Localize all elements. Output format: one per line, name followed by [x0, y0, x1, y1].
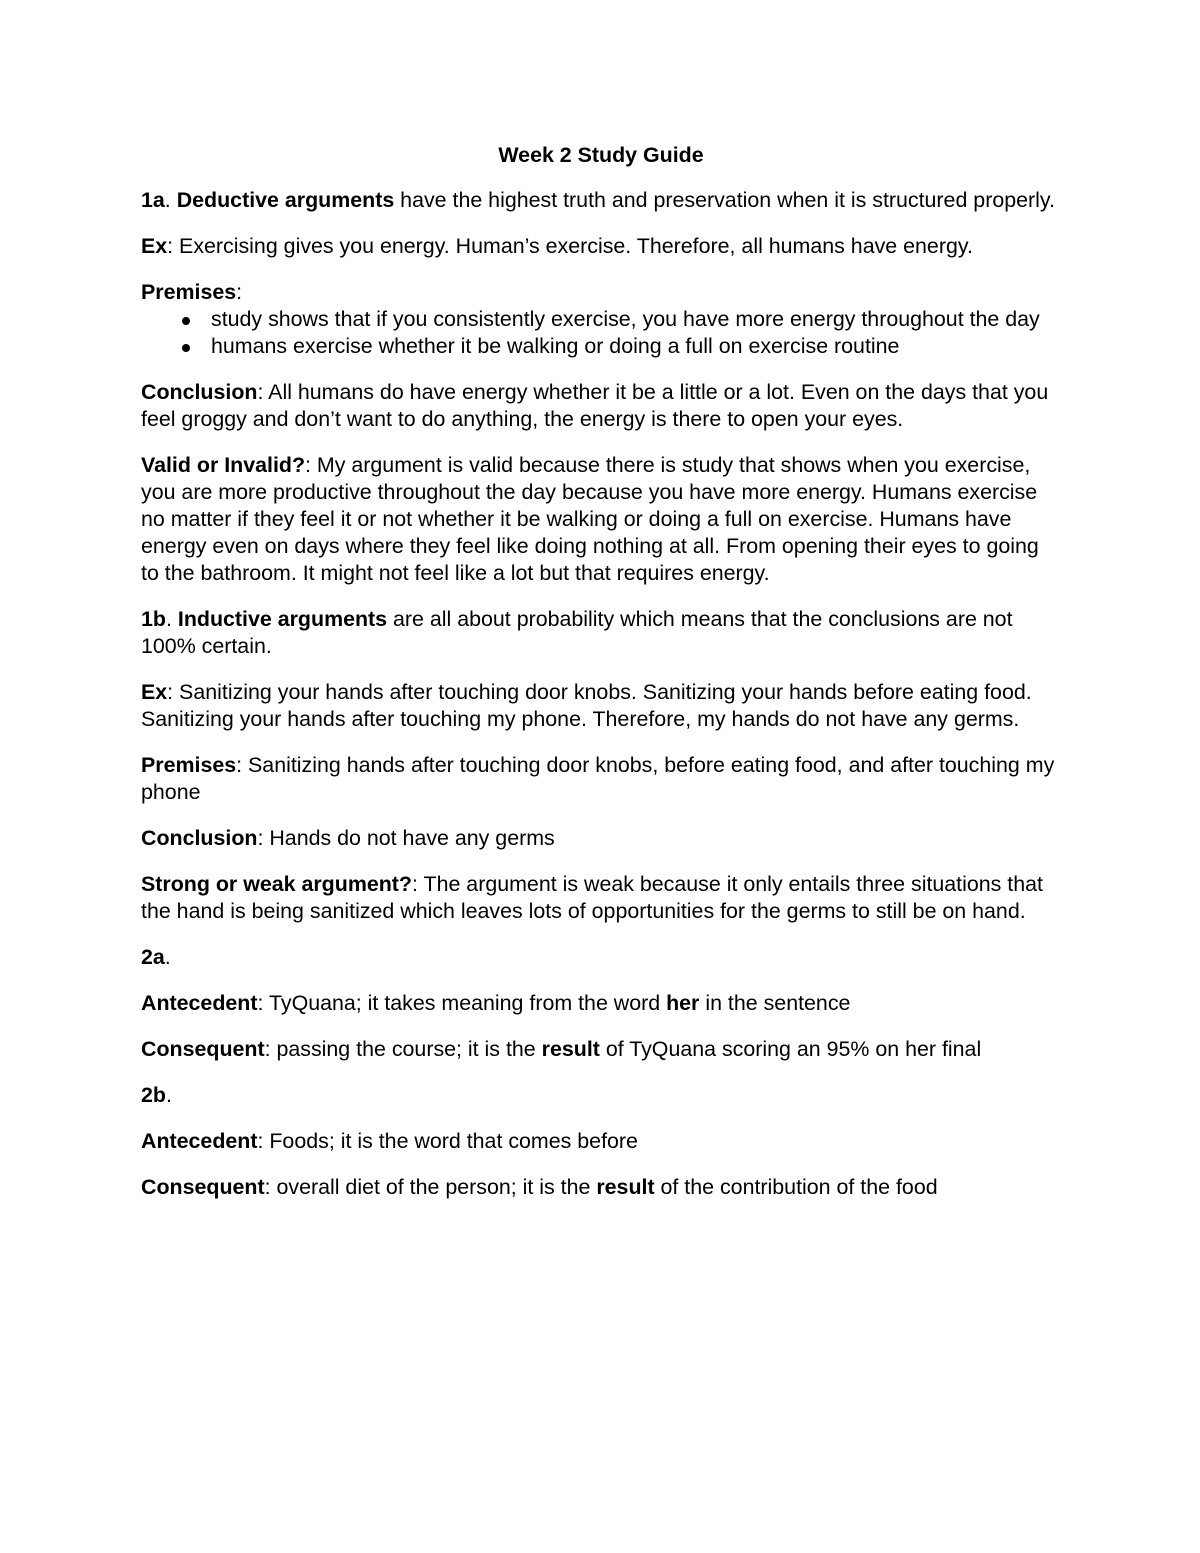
list-item	[141, 333, 1061, 360]
q1b-premises-text: : Sanitizing hands after touching door knobs, before eating food, and after touching my phone	[141, 753, 1055, 804]
q2a-heading	[141, 944, 1061, 971]
q1a-conclusion-label: Conclusion	[141, 380, 258, 404]
q1b-definition-text: are all about probability which means that the conclusions are not 100% certain.	[141, 607, 1013, 658]
q1b-conclusion-label: Conclusion	[141, 826, 258, 850]
q1b-strength	[141, 871, 1061, 925]
bullet-icon	[182, 344, 190, 352]
premise-text: humans exercise whether it be walking or doing a full on exercise routine	[211, 334, 900, 358]
q2b-number: 2b	[141, 1083, 166, 1107]
q1a-definition-text: have the highest truth and preservation when it is structured properly.	[394, 188, 1055, 212]
q1b-conclusion-text: : Hands do not have any germs	[257, 826, 555, 850]
premise-text: study shows that if you consistently exercise, you have more energy throughout the day	[211, 307, 1040, 331]
q2b-consequent-text: : overall diet of the person; it is the	[264, 1175, 597, 1199]
q1a-conclusion-text: : All humans do have energy whether it be a little or a lot. Even on the days that you feel groggy and don’t want to do anything, the energy is there to open your eyes.	[141, 380, 1049, 431]
q2b-heading	[141, 1082, 1061, 1109]
q1a-term: Deductive arguments	[176, 188, 395, 212]
q1a-conclusion	[141, 379, 1061, 433]
q2a-consequent-text-end: of TyQuana scoring an 95% on her final	[599, 1037, 982, 1061]
q1b-premises	[141, 752, 1061, 806]
list-item	[141, 306, 1061, 333]
q1a-validity	[141, 452, 1061, 587]
q2a-consequent-emphasis: result	[541, 1037, 600, 1061]
q1b-strength-text: : The argument is weak because it only entails three situations that the hand is being sanitized which leaves lots of opportunities for the germs to still be on hand.	[141, 872, 1043, 923]
q1a-validity-text: : My argument is valid because there is study that shows when you exercise, you are more productive throughout the day because you have more energy. Humans exercise no matter if they feel it or not whether it be walking or doing a full on exercise. Humans have energy even on days where they feel like doing nothing at all. From opening their eyes to going to the bathroom. It might not feel like a lot but that requires energy.	[141, 453, 1039, 585]
document-body	[141, 141, 1061, 1220]
q2a-consequent-label: Consequent	[141, 1037, 265, 1061]
q1b-conclusion	[141, 825, 1061, 852]
q2a-antecedent	[141, 990, 1061, 1017]
q2b-antecedent-text: : Foods; it is the word that comes before	[257, 1129, 638, 1153]
q1a-premises-label: Premises	[141, 280, 237, 304]
q2b-antecedent	[141, 1128, 1061, 1155]
q2b-number-period: .	[165, 1083, 172, 1107]
q2a-antecedent-text: : TyQuana; it takes meaning from the word	[257, 991, 667, 1015]
q1b-number: 1b	[141, 607, 166, 631]
q2b-consequent-label: Consequent	[141, 1175, 265, 1199]
q1a-premises-heading	[141, 279, 1061, 306]
q1a-example-text: : Exercising gives you energy. Human’s exercise. Therefore, all humans have energy.	[167, 234, 973, 258]
bullet-icon	[182, 317, 190, 325]
q2a-antecedent-emphasis: her	[666, 991, 700, 1015]
q1a-number-period: .	[164, 188, 171, 212]
q2b-antecedent-label: Antecedent	[141, 1129, 258, 1153]
q2a-antecedent-text-end: in the sentence	[699, 991, 851, 1015]
q1b-example-text: : Sanitizing your hands after touching door knobs. Sanitizing your hands before eating food. Sanitizing your hands after touching my phone. Therefore, my hands do not have any germs.	[141, 680, 1032, 731]
q1a-example-label: Ex	[141, 234, 168, 258]
q2a-number-period: .	[164, 945, 171, 969]
q2a-consequent-text: : passing the course; it is the	[264, 1037, 542, 1061]
q2b-consequent-text-end: of the contribution of the food	[654, 1175, 938, 1199]
q1a-example	[141, 233, 1061, 260]
q1b-strength-label: Strong or weak argument?	[141, 872, 412, 896]
q1b-example	[141, 679, 1061, 733]
q2b-consequent	[141, 1174, 1061, 1201]
q1a-definition	[141, 187, 1061, 214]
q1a-number: 1a	[141, 188, 165, 212]
q1b-premises-label: Premises	[141, 753, 237, 777]
q2a-consequent	[141, 1036, 1061, 1063]
q1a-premises-list	[141, 306, 1061, 360]
q1b-definition	[141, 606, 1061, 660]
q2b-consequent-emphasis: result	[596, 1175, 655, 1199]
q1b-example-label: Ex	[141, 680, 168, 704]
q2a-antecedent-label: Antecedent	[141, 991, 258, 1015]
q2a-number: 2a	[141, 945, 165, 969]
q1b-number-period: .	[165, 607, 172, 631]
q1a-validity-label: Valid or Invalid?	[141, 453, 306, 477]
q1a-premises-colon: :	[236, 280, 243, 304]
q1b-term: Inductive arguments	[177, 607, 388, 631]
page-title: Week 2 Study Guide	[498, 143, 704, 167]
